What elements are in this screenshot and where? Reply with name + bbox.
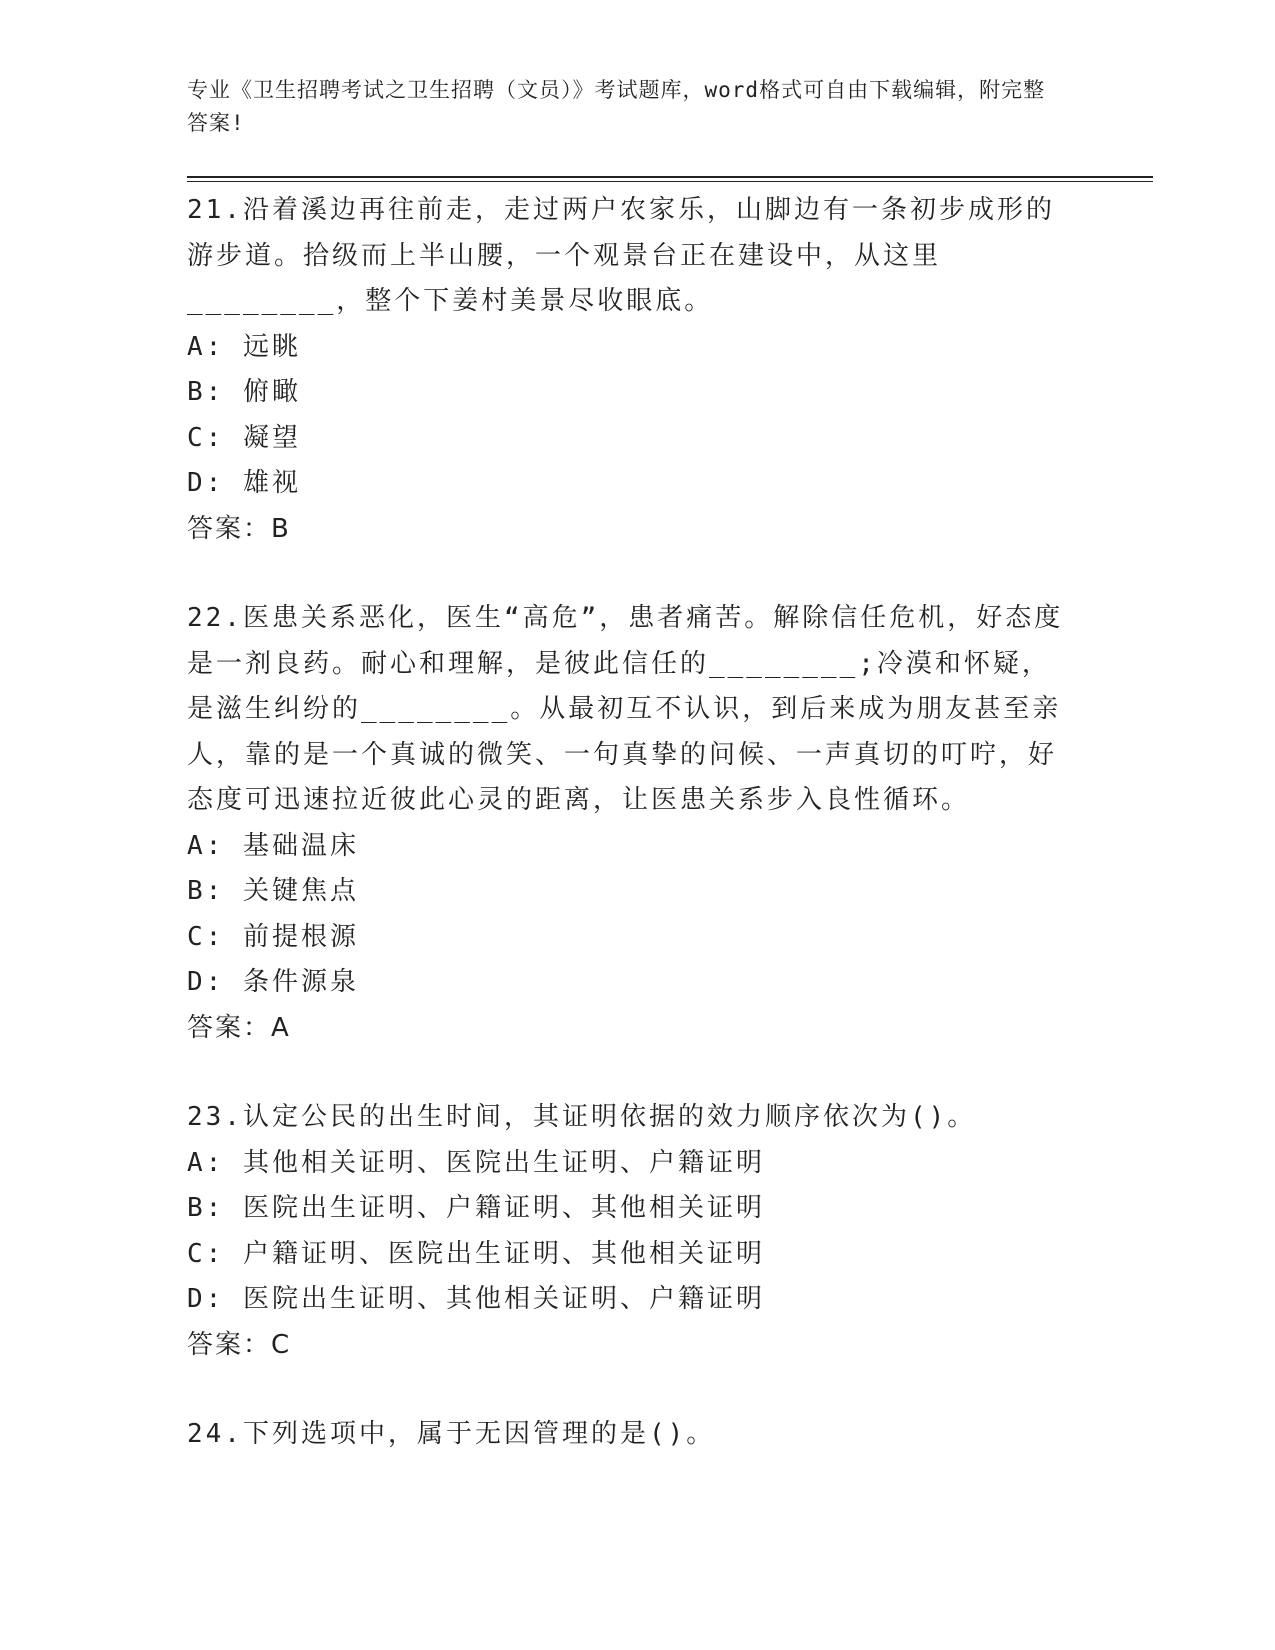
option-b: B: 俯瞰 <box>187 377 301 407</box>
question-spacer <box>187 1368 1087 1412</box>
question-spacer <box>187 552 1087 596</box>
question-24 <box>187 1412 1087 1458</box>
question-22 <box>187 596 1087 1051</box>
header-divider-thick <box>187 176 1153 178</box>
question-stem: 23.认定公民的出生时间，其证明依据的效力顺序依次为()。 <box>187 1102 977 1132</box>
option-d: D: 条件源泉 <box>187 967 359 997</box>
option-a: A: 远眺 <box>187 331 301 362</box>
question-23 <box>187 1095 1087 1368</box>
document-header: 专业《卫生招聘考试之卫生招聘（文员）》考试题库，word格式可自由下载编辑，附完整答案! <box>187 78 1046 135</box>
option-c: C: 户籍证明、医院出生证明、其他相关证明 <box>187 1238 765 1269</box>
answer-line: 答案：A <box>187 1012 291 1043</box>
question-spacer <box>187 1051 1087 1095</box>
option-a: A: 其他相关证明、医院出生证明、户籍证明 <box>187 1147 765 1178</box>
header-divider-thin <box>187 181 1153 182</box>
option-b: B: 医院出生证明、户籍证明、其他相关证明 <box>187 1193 765 1223</box>
option-b: B: 关键焦点 <box>187 876 359 906</box>
question-list <box>187 188 1087 1458</box>
option-d: D: 医院出生证明、其他相关证明、户籍证明 <box>187 1284 765 1314</box>
option-d: D: 雄视 <box>187 468 301 498</box>
question-stem: 22.医患关系恶化，医生“高危”，患者痛苦。解除信任危机，好态度是一剂良药。耐心和理解，是彼此信任的________;冷漠和怀疑，是滋生纠纷的________。从最初互不认识，到后来成为朋友甚至亲人，靠的是一个真诚的微笑、一句真挚的问候、一声真切的叮咛，好态度可迅速拉近彼此心灵的距离，让医患关系步入良性循环。 <box>187 603 1064 815</box>
answer-line: 答案：C <box>187 1329 292 1360</box>
option-c: C: 前提根源 <box>187 921 359 952</box>
question-21 <box>187 188 1087 552</box>
option-c: C: 凝望 <box>187 422 301 453</box>
question-stem: 24.下列选项中，属于无因管理的是()。 <box>187 1419 716 1449</box>
question-stem: 21.沿着溪边再往前走，走过两户农家乐，山脚边有一条初步成形的游步道。拾级而上半山腰，一个观景台正在建设中，从这里________，整个下姜村美景尽收眼底。 <box>187 195 1055 316</box>
answer-line: 答案：B <box>187 513 291 544</box>
option-a: A: 基础温床 <box>187 830 359 861</box>
